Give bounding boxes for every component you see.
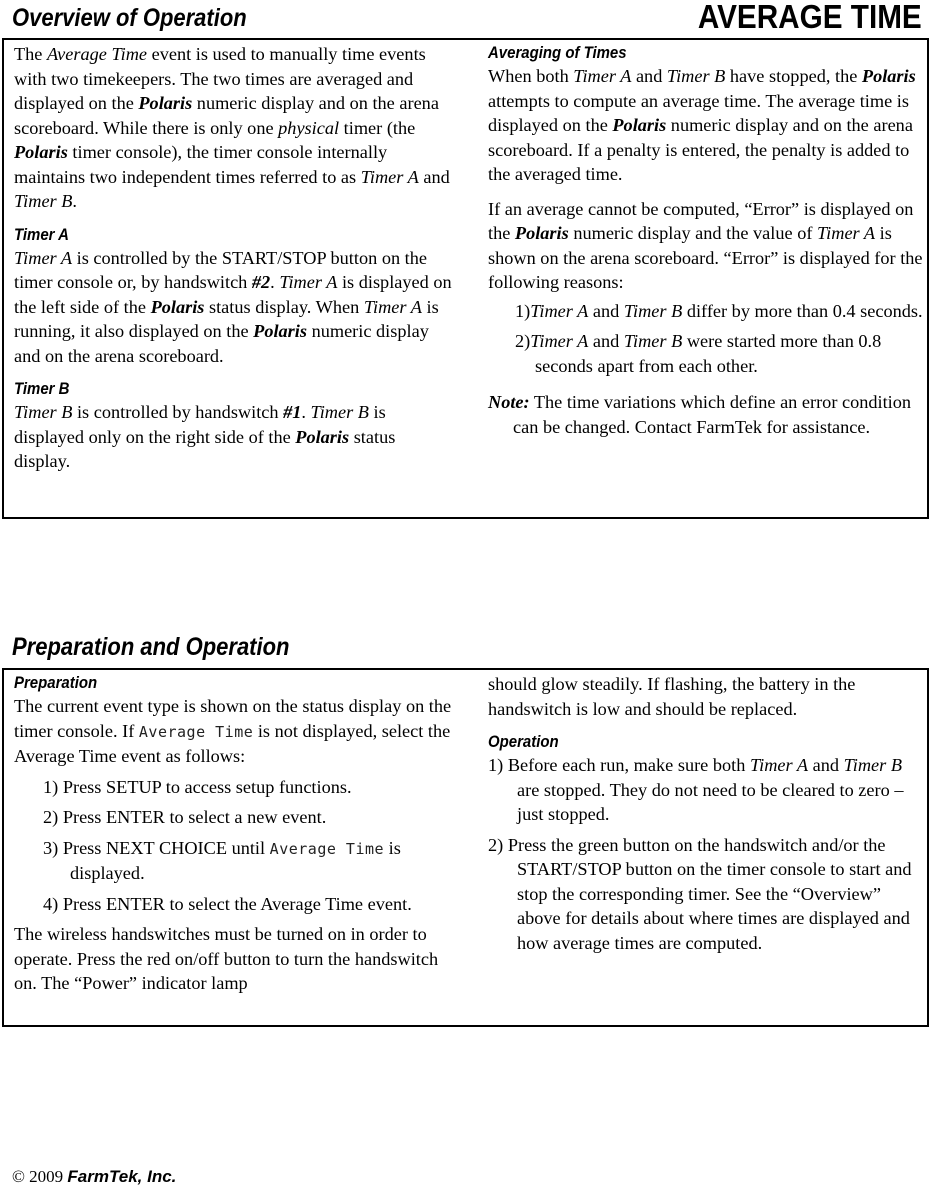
lcd-text: Average Time xyxy=(269,839,385,858)
error-paragraph: If an average cannot be computed, “Error” is displayed on the Polaris numeric display and the value of Timer A is shown on the arena scoreboard. “Error” is displayed for the following reasons: xyxy=(488,198,923,292)
preparation-paragraph: The current event type is shown on the status display on the timer console. If Average Time is not displayed, select the Average Time event as follows: xyxy=(14,696,452,766)
list-item: 1)Timer A and Timer B differ by more than 0.4 seconds. xyxy=(515,300,923,321)
operation-heading: Operation xyxy=(488,732,559,751)
company-name: FarmTek, Inc. xyxy=(67,1167,177,1186)
list-item: 4) Press ENTER to select the Average Time event. xyxy=(43,893,412,914)
section-title: Preparation and Operation xyxy=(12,633,290,661)
list-item: 2) Press the green button on the handswitch and/or the START/STOP button on the timer console to start and stop the corresponding timer. See the “Overview” above for details about where times are displayed and how average times are computed. xyxy=(488,834,912,953)
timer-b-heading: Timer B xyxy=(14,379,70,398)
operation-steps-list xyxy=(488,753,923,955)
note-label: Note: xyxy=(488,392,530,412)
preparation-box xyxy=(2,668,929,1027)
preparation-heading: Preparation xyxy=(14,673,98,692)
overview-right-column xyxy=(480,40,927,517)
list-item: 3) Press NEXT CHOICE until Average Time is displayed. xyxy=(43,837,401,883)
page-title: Overview of Operation xyxy=(12,4,247,32)
preparation-left-column xyxy=(4,670,480,1025)
list-item: 2) Press ENTER to select a new event. xyxy=(43,807,327,827)
lcd-text: Average Time xyxy=(138,722,254,741)
averaging-heading: Averaging of Times xyxy=(488,43,627,62)
setup-steps-list xyxy=(14,775,452,917)
intro-paragraph: The Average Time event is used to manually time events with two timekeepers. The two times are averaged and displayed on the Polaris numeric display and on the arena scoreboard. While there is only one physical timer (the Polaris timer console), the timer console internally maintains two independent times referred to as Timer A and Timer B. xyxy=(14,44,450,211)
wireless-continued-paragraph: should glow steadily. If flashing, the battery in the handswitch is low and should be replaced. xyxy=(488,674,856,719)
overview-box xyxy=(2,38,929,519)
preparation-right-column xyxy=(480,670,927,1025)
list-item: 1) Press SETUP to access setup functions. xyxy=(43,776,352,797)
note-paragraph: Note: The time variations which define an error condition can be changed. Contact FarmTek for assistance. xyxy=(488,392,912,437)
list-item: 2)Timer A and Timer B were started more than 0.8 seconds apart from each other. xyxy=(515,331,882,376)
averaging-paragraph: When both Timer A and Timer B have stopped, the Polaris attempts to compute an average time. The average time is displayed on the Polaris numeric display and on the arena scoreboard. If a penalty is entered, the penalty is added to the averaged time. xyxy=(488,66,916,184)
timer-a-paragraph: Timer A is controlled by the START/STOP button on the timer console or, by handswitch #2. Timer A is displayed on the left side of the Polaris status display. When Timer A is running, it also displayed on the Polaris numeric display and on the arena scoreboard. xyxy=(14,247,452,366)
copyright: © 2009 xyxy=(12,1167,68,1186)
event-title: AVERAGE TIME xyxy=(698,0,922,35)
list-item: 1) Before each run, make sure both Timer A and Timer B are stopped. They do not need to be cleared to zero – just stopped. xyxy=(488,755,904,824)
footer xyxy=(12,1166,176,1188)
overview-left-column xyxy=(4,40,480,517)
timer-a-heading: Timer A xyxy=(14,224,69,244)
wireless-paragraph: The wireless handswitches must be turned on in order to operate. Press the red on/off button to turn the handswitch on. The “Power” indicator lamp xyxy=(14,924,439,993)
timer-b-paragraph: Timer B is controlled by handswitch #1. Timer B is displayed only on the right side of the Polaris status display. xyxy=(14,402,396,471)
error-reasons-list xyxy=(488,299,923,379)
